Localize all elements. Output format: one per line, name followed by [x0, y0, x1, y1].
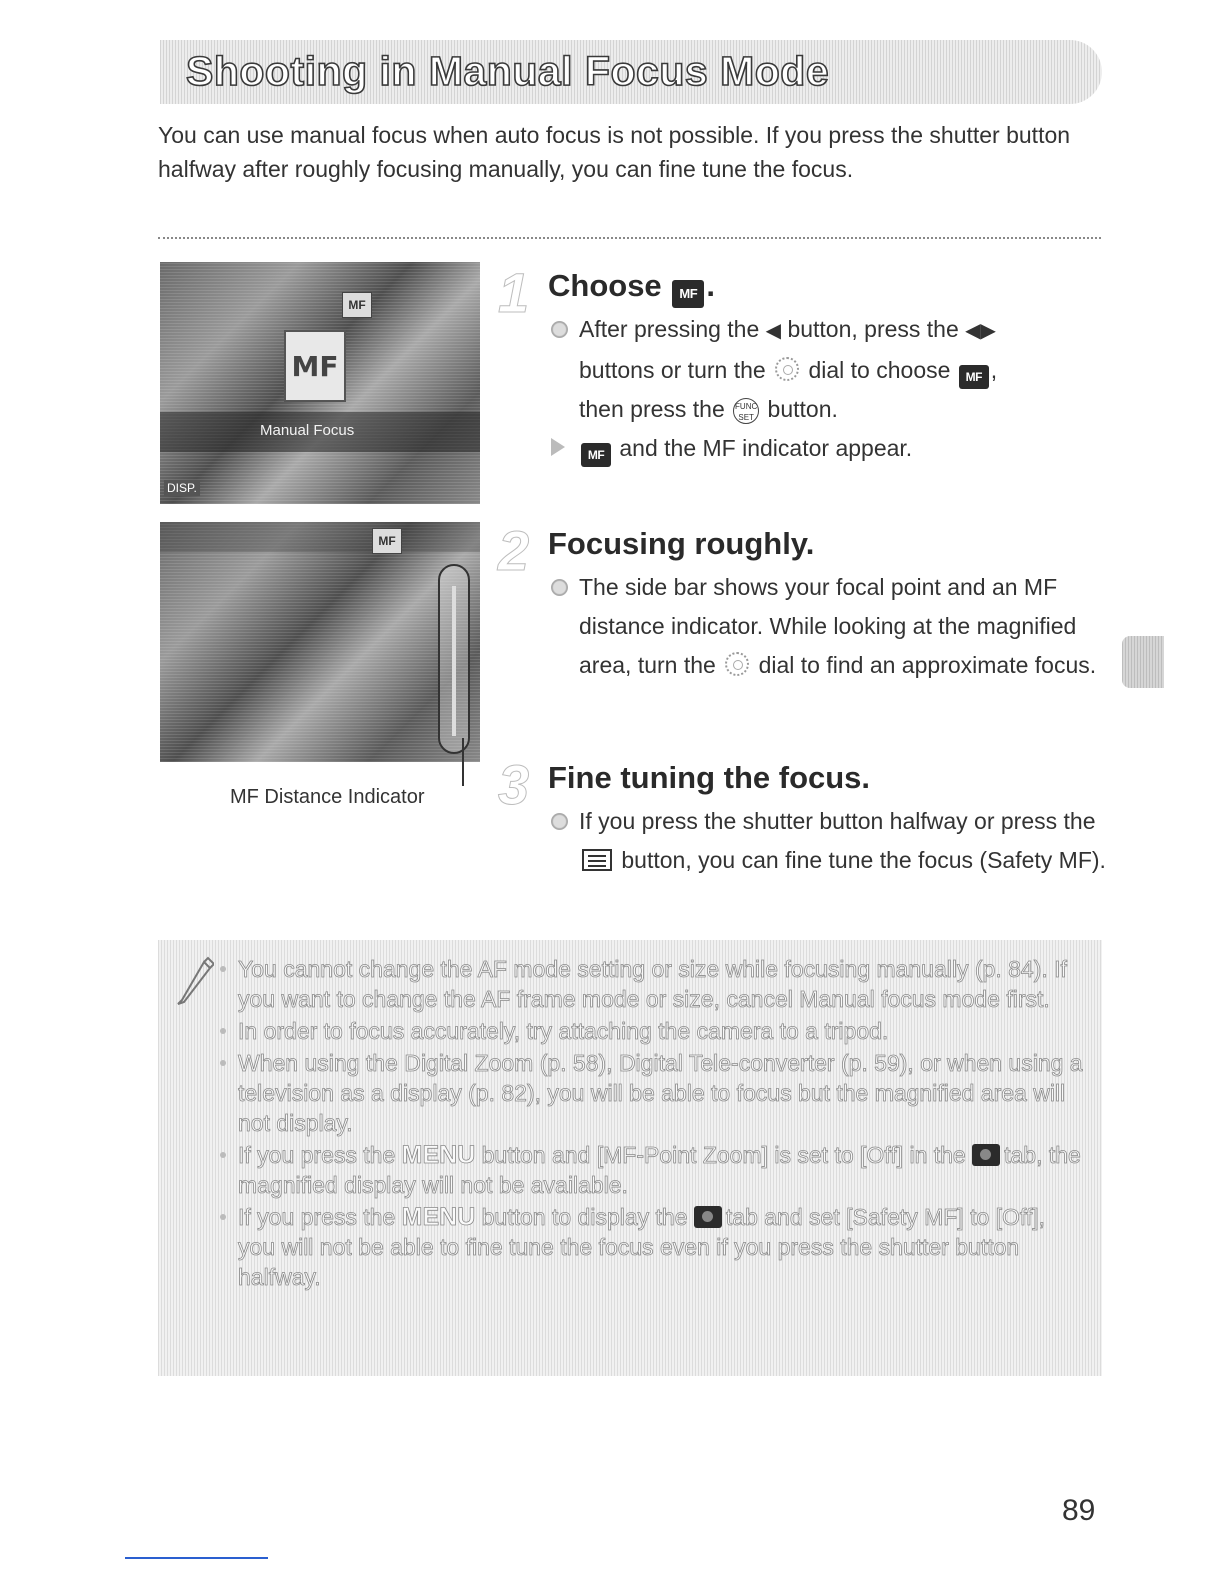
step-1-title: Choose MF .	[548, 264, 1108, 308]
step-3-text-b: button, you can fine tune the focus (Safety MF).	[621, 847, 1106, 873]
step-number-2: 2	[498, 519, 530, 582]
step-3-body	[548, 802, 1108, 880]
step-1-text-f: button.	[767, 396, 838, 422]
bullet-icon	[220, 966, 226, 972]
bullet-icon	[220, 1152, 226, 1158]
mf-distance-side-bar	[438, 564, 470, 754]
notes-list	[238, 954, 1088, 1294]
bullet-icon	[220, 1214, 226, 1220]
left-right-arrows-icon: ◀▶	[965, 320, 996, 342]
step-1-result: and the MF indicator appear.	[619, 435, 913, 461]
note-item	[238, 954, 1088, 1014]
note-text: When using the Digital Zoom (p. 58), Digital Tele-converter (p. 59), or when using a television as a display (p. 82), you will be able to focus but the magnified area will not display.	[238, 1050, 1083, 1136]
note-text: button to display the	[481, 1204, 688, 1230]
step-1-text-e: then press the	[579, 396, 725, 422]
mf-icon: MF	[672, 280, 704, 308]
note-item	[238, 1140, 1088, 1200]
step-1-text-c: buttons or turn the	[579, 357, 766, 383]
step-1-text-b: button, press the	[787, 316, 959, 342]
step-3	[498, 753, 1108, 880]
note-text: tab, the magnified display will not be available.	[238, 1142, 1081, 1198]
camera-screen-photo-2	[160, 522, 480, 762]
step-1-text-a: After pressing the	[579, 316, 760, 342]
note-text: In order to focus accurately, try attaching the camera to a tripod.	[238, 1018, 889, 1044]
step-number-3: 3	[498, 753, 530, 816]
step-3-title: Fine tuning the focus.	[548, 760, 871, 795]
camera-tab-icon	[694, 1206, 722, 1228]
control-dial-icon	[725, 652, 749, 676]
bullet-icon	[551, 813, 568, 830]
camera-tab-icon	[972, 1144, 1000, 1166]
left-arrow-icon: ◀	[765, 320, 782, 342]
func-set-icon: FUNC SET	[733, 398, 759, 424]
mf-icon: MF	[959, 365, 989, 389]
note-text: If you press the	[238, 1204, 396, 1230]
status-row	[160, 522, 480, 552]
note-text: tab and set [Safety MF] to [Off], you will not be able to fine tune the focus even if you press the shutter button halfway.	[238, 1204, 1046, 1290]
menu-button-label: MENU	[401, 1141, 476, 1169]
footer-rule	[125, 1557, 268, 1559]
bullet-icon	[220, 1028, 226, 1034]
mf-icon: MF	[581, 443, 611, 467]
bullet-icon	[551, 579, 568, 596]
page-number: 89	[1062, 1494, 1096, 1527]
mf-mode-icon: MF	[284, 330, 346, 402]
display-button-icon	[582, 849, 612, 871]
step-2-title: Focusing roughly.	[548, 526, 815, 561]
mf-indicator-icon: MF	[372, 528, 402, 554]
step-1	[498, 261, 1108, 468]
step-2-body	[548, 568, 1108, 685]
indicator-caption: MF Distance Indicator	[230, 786, 425, 808]
step-2-text-b: dial to find an approximate focus.	[758, 652, 1097, 678]
camera-screen-photo-1	[160, 262, 480, 504]
bullet-icon	[220, 1060, 226, 1066]
step-number-1: 1	[498, 261, 530, 324]
note-item	[238, 1048, 1088, 1138]
step-2	[498, 519, 1108, 685]
note-text: button and [MF-Point Zoom] is set to [Off] in the	[481, 1142, 966, 1168]
bullet-icon	[551, 321, 568, 338]
page-title: Shooting in Manual Focus Mode	[186, 48, 830, 94]
step-1-text-d: dial to choose	[808, 357, 951, 383]
note-item	[238, 1016, 1088, 1046]
mf-mode-small-icon: MF	[342, 292, 372, 318]
dotted-divider	[158, 237, 1101, 239]
pencil-icon	[174, 956, 214, 1006]
step-1-body: After pressing the ◀ button, press the ◀▶ buttons or turn the dial to choose MF , then press the FUNC SET button. MF and the MF indicator appear.	[548, 310, 1108, 468]
note-text: You cannot change the AF mode setting or size while focusing manually (p. 84). If you want to change the AF frame mode or size, cancel Manual focus mode first.	[238, 956, 1067, 1012]
step-1-title-text: Choose	[548, 268, 662, 303]
menu-button-label: MENU	[401, 1203, 476, 1231]
chapter-tab	[1122, 636, 1164, 688]
disp-label: DISP.	[164, 480, 200, 496]
manual-focus-label: Manual Focus	[260, 422, 355, 439]
step-3-text-a: If you press the shutter button halfway or press the	[579, 808, 1096, 834]
note-item	[238, 1202, 1088, 1292]
result-arrow-icon	[551, 438, 565, 456]
control-dial-icon	[775, 357, 799, 381]
notes-box	[158, 940, 1102, 1376]
intro-paragraph: You can use manual focus when auto focus is not possible. If you press the shutter button halfway after roughly focusing manually, you can fine tune the focus.	[158, 122, 1071, 182]
note-text: If you press the	[238, 1142, 396, 1168]
title-bar	[160, 40, 1102, 104]
step-2-text-a: The side bar shows your focal point and an MF distance indicator. While looking at the magnified area, turn the	[579, 574, 1077, 678]
indicator-leader-line	[462, 738, 464, 786]
